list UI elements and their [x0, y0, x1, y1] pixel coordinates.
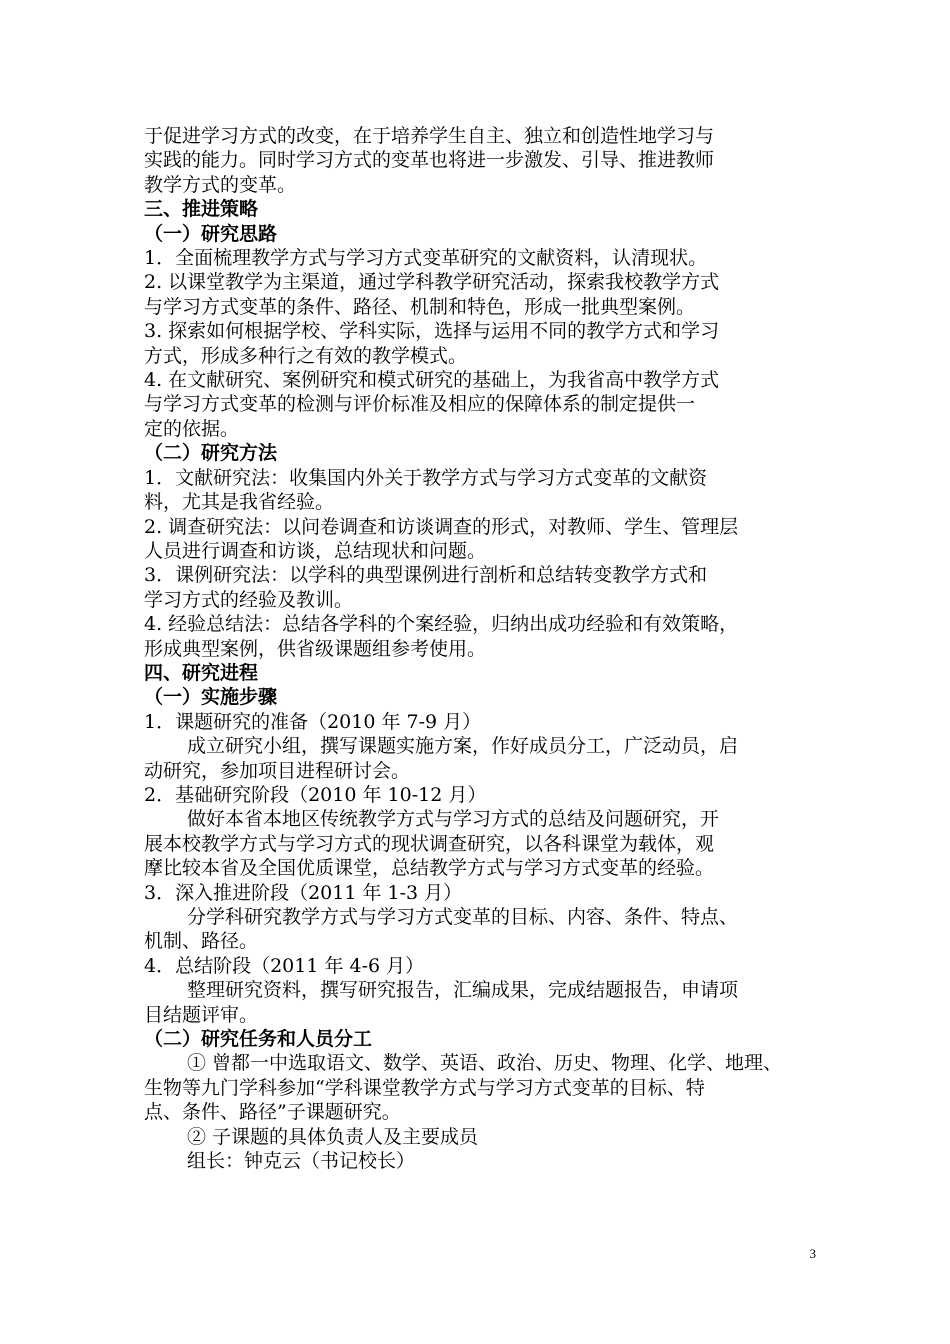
text-line: 于促进学习方式的改变，在于培养学生自主、独立和创造性地学习与: [144, 125, 715, 147]
text-line: 1．全面梳理教学方式与学习方式变革研究的文献资料，认清现状。: [144, 247, 708, 270]
text-line: 2．基础研究阶段（2010 年 10-12 月）: [144, 783, 487, 806]
text-line: 实践的能力。同时学习方式的变革也将进一步激发、引导、推进教师: [144, 149, 715, 172]
section-heading: 四、研究进程: [144, 661, 259, 684]
text-line: 3．课例研究法：以学科的典型课例进行剖析和总结转变教学方式和: [144, 564, 708, 587]
text-line: 1．文献研究法：收集国内外关于教学方式与学习方式变革的文献资: [144, 466, 708, 489]
section-heading: 三、推进策略: [144, 198, 259, 221]
text-line: 生物等九门学科参加“学科课堂教学方式与学习方式变革的目标、特: [144, 1076, 705, 1099]
text-line: 形成典型案例，供省级课题组参考使用。: [144, 637, 487, 660]
text-line: 与学习方式变革的条件、路径、机制和特色，形成一批典型案例。: [144, 295, 696, 318]
text-line: 机制、路径。: [144, 930, 259, 953]
text-line: 3．深入推进阶段（2011 年 1-3 月）: [144, 881, 463, 904]
text-line: 1．课题研究的准备（2010 年 7-9 月）: [144, 710, 482, 733]
text-line: 定的依据。: [144, 417, 240, 440]
page-number: 3: [809, 1246, 816, 1261]
indented-text-line: 组长：钟克云（书记校长）: [187, 1150, 416, 1173]
subsection-heading: （二）研究方法: [144, 442, 278, 465]
indented-text-line: 整理研究资料，撰写研究报告，汇编成果，完成结题报告，申请项: [187, 979, 739, 1002]
document-body: [144, 124, 814, 1173]
text-line: 4. 在文献研究、案例研究和模式研究的基础上，为我省高中教学方式: [144, 369, 720, 392]
subsection-heading: （一）实施步骤: [144, 686, 278, 709]
indented-text-line: 成立研究小组，撰写课题实施方案，作好成员分工，广泛动员，启: [187, 735, 739, 758]
text-line: 方式，形成多种行之有效的教学模式。: [144, 344, 468, 367]
text-line: 目结题评审。: [144, 1003, 259, 1026]
subsection-heading: （一）研究思路: [144, 222, 278, 245]
subsection-heading: （二）研究任务和人员分工: [144, 1028, 373, 1051]
text-line: 摩比较本省及全国优质课堂，总结教学方式与学习方式变革的经验。: [144, 857, 715, 880]
text-line: 展本校教学方式与学习方式的现状调查研究，以各科课堂为载体，观: [144, 832, 715, 855]
text-line: 与学习方式变革的检测与评价标准及相应的保障体系的制定提供一: [144, 393, 696, 416]
indented-text-line: 分学科研究教学方式与学习方式变革的目标、内容、条件、特点、: [187, 906, 739, 928]
text-line: 4．总结阶段（2011 年 4-6 月）: [144, 954, 425, 977]
indented-text-line: ① 曾都一中选取语文、数学、英语、政治、历史、物理、化学、地理、: [187, 1052, 783, 1075]
indented-text-line: 做好本省本地区传统教学方式与学习方式的总结及问题研究，开: [187, 808, 720, 831]
text-line: 3. 探索如何根据学校、学科实际，选择与运用不同的教学方式和学习: [144, 320, 720, 343]
text-line: 料，尤其是我省经验。: [144, 491, 335, 514]
text-line: 教学方式的变革。: [144, 173, 297, 196]
text-line: 人员进行调查和访谈，总结现状和问题。: [144, 539, 487, 562]
text-line: 2. 以课堂教学为主渠道，通过学科教学研究活动，探索我校教学方式: [144, 271, 720, 294]
text-line: 动研究，参加项目进程研讨会。: [144, 759, 411, 782]
text-line: 学习方式的经验及教训。: [144, 588, 354, 611]
text-line: 2. 调查研究法：以问卷调查和访谈调查的形式，对教师、学生、管理层: [144, 515, 739, 538]
text-line: 4. 经验总结法：总结各学科的个案经验，归纳出成功经验和有效策略，: [144, 613, 739, 636]
indented-text-line: ② 子课题的具体负责人及主要成员: [187, 1125, 479, 1148]
text-line: 点、条件、路径”子课题研究。: [144, 1101, 401, 1124]
